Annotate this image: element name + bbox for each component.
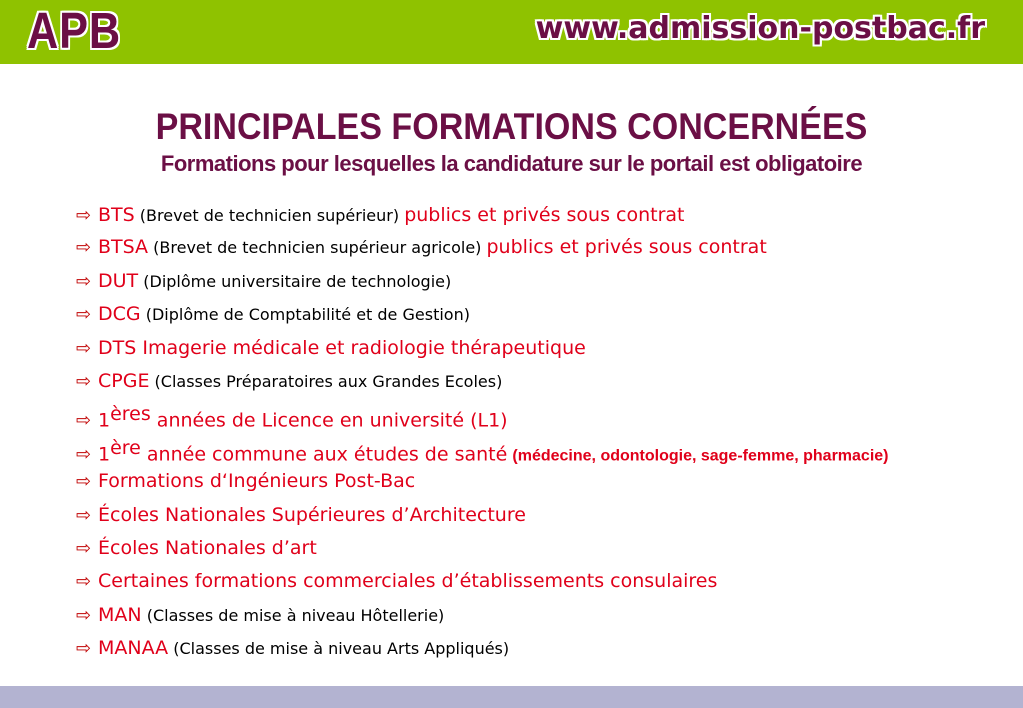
formation-name: DTS Imagerie médicale et radiologie thérapeutique <box>98 337 586 359</box>
formation-extra: publics et privés sous contrat <box>486 236 767 258</box>
formation-name: BTS <box>98 204 135 226</box>
formation-name: Écoles Nationales Supérieures d’Architecture <box>98 504 526 526</box>
page-title: PRINCIPALES FORMATIONS CONCERNÉES <box>155 106 868 147</box>
list-item <box>76 403 508 431</box>
list-item <box>76 537 317 559</box>
list-item <box>76 236 767 258</box>
page-subtitle: Formations pour lesquelles la candidature sur le portail est obligatoire <box>160 151 863 176</box>
list-item <box>76 270 451 292</box>
formation-detail: (Diplôme universitaire de technologie) <box>143 272 452 291</box>
formation-detail: (Diplôme de Comptabilité et de Gestion) <box>145 305 470 324</box>
formation-name: CPGE <box>98 370 150 392</box>
arrow-right-icon: ⇨ <box>76 205 92 226</box>
header-bar <box>0 0 1023 64</box>
formation-prefix: 1 <box>98 409 111 432</box>
formation-name: DCG <box>98 303 141 325</box>
formation-sup: ères <box>110 403 151 425</box>
arrow-right-icon: ⇨ <box>76 571 92 592</box>
formation-detail: (médecine, odontologie, sage-femme, pharmacie) <box>512 447 889 465</box>
list-item <box>76 504 526 526</box>
site-url: www.admission-postbac.fr <box>535 11 985 46</box>
list-item <box>76 604 444 626</box>
formation-prefix: 1 <box>98 443 111 466</box>
formation-name: Formations d‘Ingénieurs Post-Bac <box>98 470 416 492</box>
arrow-right-icon: ⇨ <box>76 605 92 626</box>
formation-extra: publics et privés sous contrat <box>404 204 685 226</box>
list-item <box>76 437 889 465</box>
formation-name: Écoles Nationales d’art <box>98 537 317 559</box>
list-item <box>76 470 415 492</box>
formation-name: MANAA <box>98 637 169 659</box>
arrow-right-icon: ⇨ <box>76 271 92 292</box>
apb-logo: APB <box>27 2 122 59</box>
arrow-right-icon: ⇨ <box>76 410 92 432</box>
formation-detail: (Brevet de technicien supérieur) <box>139 206 400 225</box>
arrow-right-icon: ⇨ <box>76 444 92 466</box>
formation-detail: (Classes Préparatoires aux Grandes Ecoles) <box>154 372 503 391</box>
arrow-right-icon: ⇨ <box>76 304 92 325</box>
arrow-right-icon: ⇨ <box>76 237 92 258</box>
list-item <box>76 570 717 592</box>
arrow-right-icon: ⇨ <box>76 505 92 526</box>
arrow-right-icon: ⇨ <box>76 638 92 659</box>
formation-name: DUT <box>98 270 139 292</box>
formation-detail: (Classes de mise à niveau Hôtellerie) <box>146 606 445 625</box>
list-item <box>76 204 684 226</box>
formation-name: MAN <box>98 604 142 626</box>
arrow-right-icon: ⇨ <box>76 538 92 559</box>
list-item <box>76 637 509 659</box>
list-item <box>76 303 470 325</box>
list-item <box>76 370 502 392</box>
footer-bar <box>0 686 1023 708</box>
formation-name: années de Licence en université (L1) <box>150 409 508 432</box>
formation-name: année commune aux études de santé <box>140 443 508 466</box>
arrow-right-icon: ⇨ <box>76 471 92 492</box>
arrow-right-icon: ⇨ <box>76 338 92 359</box>
formation-name: BTSA <box>98 236 149 258</box>
formation-name: Certaines formations commerciales d’établissements consulaires <box>98 570 718 592</box>
list-item <box>76 337 586 359</box>
formation-detail: (Brevet de technicien supérieur agricole) <box>153 238 482 257</box>
arrow-right-icon: ⇨ <box>76 371 92 392</box>
formation-sup: ère <box>110 437 141 459</box>
formation-detail: (Classes de mise à niveau Arts Appliqués) <box>173 639 510 658</box>
